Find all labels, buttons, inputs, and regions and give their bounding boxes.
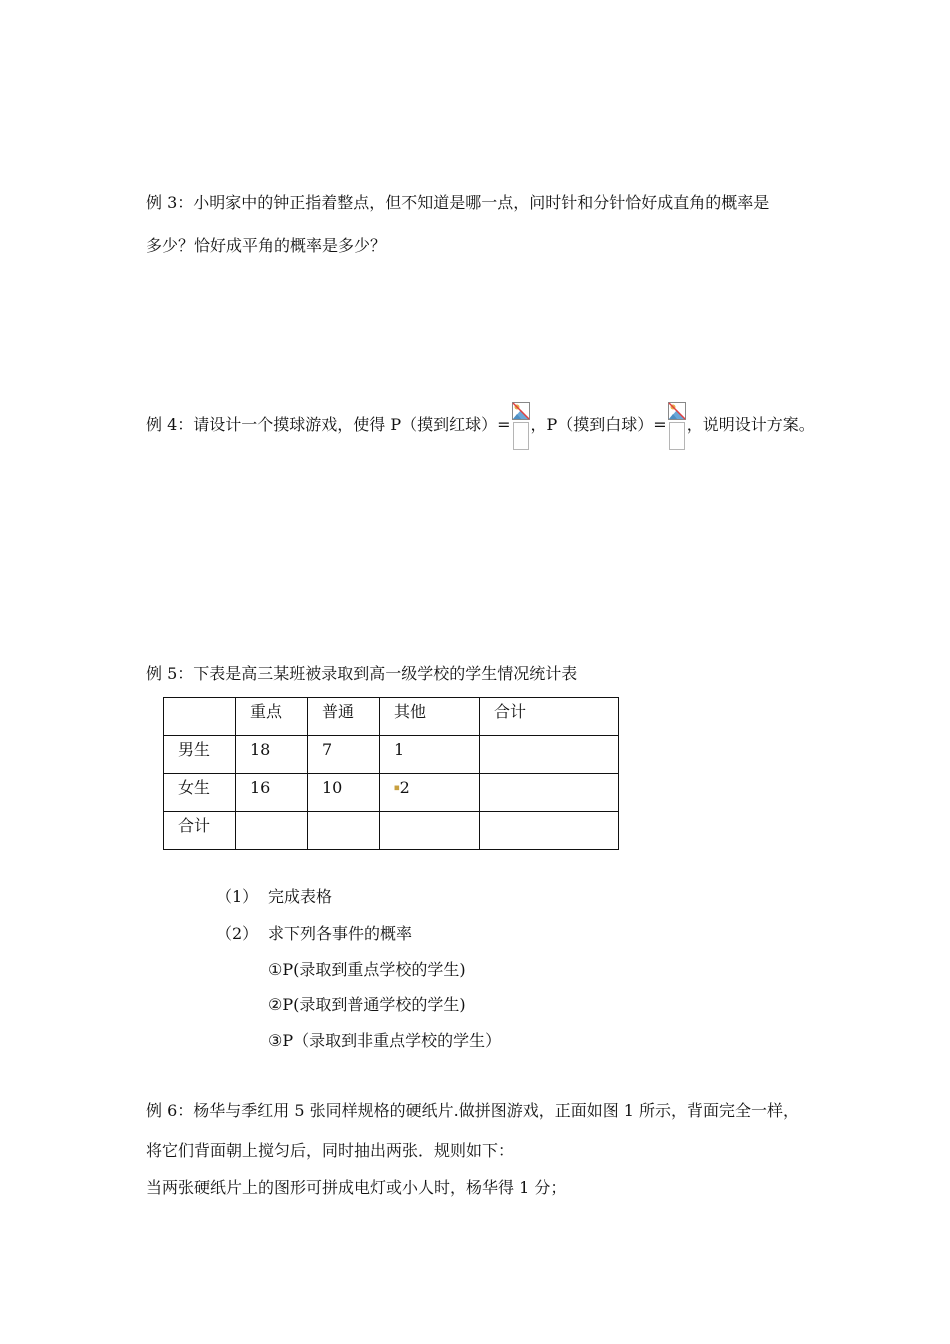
ex4-text-part1: 例 4：请设计一个摸球游戏，使得 P（摸到红球）=: [146, 415, 511, 434]
table-row: [164, 698, 619, 736]
table-row-label: 合计: [164, 812, 236, 850]
ex4-text-part2: ，P（摸到白球）=: [530, 415, 667, 434]
ex4-text-part3: ，说明设计方案。: [686, 415, 815, 434]
ex6-line1: 例 6：杨华与季红用 5 张同样规格的硬纸片.做拼图游戏，正面如图 1 所示，背面完全一样，: [146, 1101, 800, 1120]
table-cell: [236, 812, 308, 850]
table-cell: 7: [308, 736, 380, 774]
stats-table: [163, 697, 619, 850]
ex6-line3: 当两张硬纸片上的图形可拼成电灯或小人时，杨华得 1 分；: [146, 1178, 567, 1197]
table-header-cell: 重点: [236, 698, 308, 736]
table-cell: [164, 698, 236, 736]
sub-question-3: ③P（录取到非重点学校的学生）: [268, 1031, 502, 1050]
question-1-number: （1）: [216, 887, 259, 906]
question-2-number: （2）: [216, 924, 259, 943]
table-header-cell: 合计: [480, 698, 619, 736]
table-cell: 16: [236, 774, 308, 812]
broken-image-icon: [512, 402, 530, 420]
ex3-line1: 例 3：小明家中的钟正指着整点，但不知道是哪一点，问时针和分针恰好成直角的概率是: [146, 193, 770, 212]
table-cell: 18: [236, 736, 308, 774]
table-row: [164, 812, 619, 850]
table-cell: 10: [308, 774, 380, 812]
table-row: [164, 774, 619, 812]
ex3-line2: 多少？恰好成平角的概率是多少？: [146, 236, 387, 255]
ex6-line2: 将它们背面朝上搅匀后，同时抽出两张．规则如下：: [146, 1141, 515, 1160]
fraction-image-placeholder: [668, 402, 686, 450]
ex4-line: [146, 400, 815, 450]
table-cell: [480, 774, 619, 812]
table-header-cell: 普通: [308, 698, 380, 736]
fraction-image-placeholder: [512, 402, 530, 450]
broken-image-icon: [668, 402, 686, 420]
question-1-text: 完成表格: [268, 887, 333, 906]
table-header-cell: 其他: [380, 698, 480, 736]
table-row-label: 女生: [164, 774, 236, 812]
anchor-mark-icon: ■: [394, 784, 400, 792]
sub-question-2: ②P(录取到普通学校的学生): [268, 995, 466, 1014]
table-cell: [308, 812, 380, 850]
table-cell: [380, 812, 480, 850]
table-cell: [480, 812, 619, 850]
table-cell-value: 2: [399, 778, 410, 797]
table-cell: [480, 736, 619, 774]
table-cell: 1: [380, 736, 480, 774]
sub-question-1: ①P(录取到重点学校的学生): [268, 960, 466, 979]
question-2-text: 求下列各事件的概率: [268, 924, 413, 943]
ex5-intro: 例 5：下表是高三某班被录取到高一级学校的学生情况统计表: [146, 664, 578, 683]
table-cell-with-mark: [380, 774, 480, 812]
table-row: [164, 736, 619, 774]
table-row-label: 男生: [164, 736, 236, 774]
